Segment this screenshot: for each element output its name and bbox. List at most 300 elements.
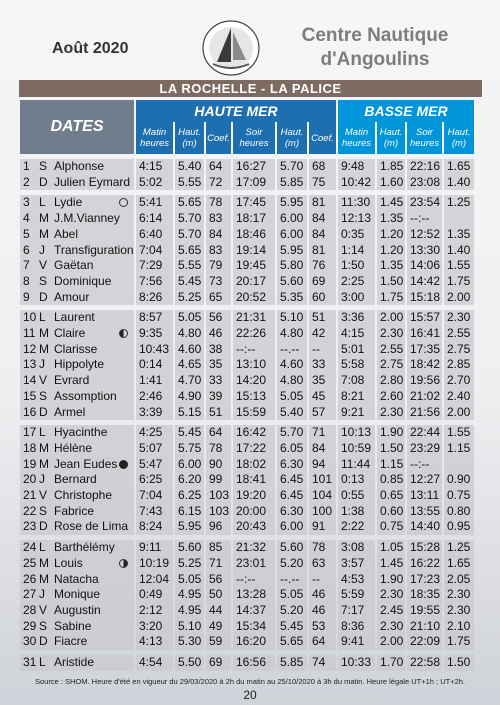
high-morning-coef: 84 (206, 227, 231, 243)
day-number: 2 (23, 174, 30, 189)
table-row (20, 655, 474, 671)
page-number: 20 (243, 688, 257, 702)
low-evening-time: 14:06 (407, 258, 442, 274)
table-row (20, 357, 474, 373)
low-evening-height: 2.40 (444, 389, 474, 405)
high-evening-time: 17:22 (233, 441, 275, 457)
high-evening-coef: 68 (309, 159, 336, 175)
low-evening-height: 1.50 (444, 655, 474, 671)
low-morning-height: 0.85 (377, 472, 405, 488)
high-morning-height: 5.60 (175, 540, 204, 556)
high-evening-coef: 60 (309, 290, 336, 306)
low-morning-time: 11:30 (338, 195, 375, 211)
high-evening-coef: 94 (309, 457, 336, 473)
table-row (20, 540, 474, 556)
saint-name: Christophe (54, 488, 113, 503)
high-morning-time: 0:14 (136, 357, 173, 373)
table-row (20, 619, 474, 635)
source-footnote: Source : SHOM. Heure d'été en vigueur du 29/03/2020 à 2h du matin au 25/10/2020 à 3h du matin. Heure légale UT+1h ; UT+2h. (34, 677, 466, 686)
high-morning-coef: 35 (206, 357, 231, 373)
high-evening-time: 22:26 (233, 326, 275, 342)
high-morning-time: 2:46 (136, 389, 173, 405)
low-morning-time: 5:01 (338, 342, 375, 358)
date-cell (20, 159, 134, 175)
high-morning-height: 4.60 (175, 342, 204, 358)
table-row (20, 389, 474, 405)
high-morning-height: 6.15 (175, 504, 204, 520)
high-evening-coef: -- (309, 572, 336, 588)
high-evening-height: 5.45 (277, 619, 307, 635)
high-evening-coef: 45 (309, 389, 336, 405)
high-morning-coef: 79 (206, 258, 231, 274)
high-morning-time: 5:41 (136, 195, 173, 211)
high-morning-coef: 50 (206, 587, 231, 603)
high-evening-coef: 104 (309, 488, 336, 504)
low-morning-height: 1.85 (377, 159, 405, 175)
high-evening-height: 5.60 (277, 274, 307, 290)
high-morning-height: 5.45 (175, 425, 204, 441)
high-evening-coef: 78 (309, 540, 336, 556)
high-evening-coef: 81 (309, 195, 336, 211)
high-evening-height: 5.60 (277, 540, 307, 556)
date-cell (20, 504, 134, 520)
high-evening-time: 13:28 (233, 587, 275, 603)
saint-name: Aristide (54, 655, 95, 670)
weekday: S (39, 159, 48, 173)
low-evening-time: 12:27 (407, 472, 442, 488)
low-morning-height: 1.35 (377, 211, 405, 227)
high-morning-time: 6:40 (136, 227, 173, 243)
high-morning-time: 6:25 (136, 472, 173, 488)
high-evening-height: 6.00 (277, 519, 307, 535)
high-morning-height: 6.25 (175, 488, 204, 504)
low-evening-height: 0.90 (444, 472, 474, 488)
saint-name: Hippolyte (54, 357, 105, 372)
low-morning-height: 0.75 (377, 519, 405, 535)
day-number: 16 (23, 404, 37, 419)
saint-name: Julien Eymard (54, 174, 131, 189)
high-morning-coef: 33 (206, 373, 231, 389)
high-morning-time: 7:43 (136, 504, 173, 520)
high-evening-height: 5.20 (277, 556, 307, 572)
date-cell (20, 457, 134, 473)
low-evening-height: 0.95 (444, 519, 474, 535)
low-morning-height: 1.45 (377, 556, 405, 572)
club-name-line2: d'Angoulins (320, 49, 430, 70)
table-row (20, 488, 474, 504)
low-morning-height: 0.60 (377, 504, 405, 520)
table-row (20, 243, 474, 259)
high-morning-time: 2:12 (136, 603, 173, 619)
high-morning-coef-header: Coef. (206, 122, 231, 154)
saint-name: Clarisse (54, 341, 98, 356)
day-number: 1 (23, 159, 30, 173)
weekday: D (39, 174, 48, 189)
weekday: M (39, 456, 49, 471)
low-evening-height: 2.55 (444, 326, 474, 342)
day-number: 11 (23, 326, 36, 341)
table-row (20, 342, 474, 358)
saint-name: Assomption (54, 388, 117, 403)
high-evening-height: 5.70 (277, 159, 307, 175)
weekday: M (39, 341, 49, 356)
weekday: S (39, 273, 48, 288)
date-cell (20, 556, 134, 572)
low-morning-height: 1.60 (377, 175, 405, 191)
high-morning-height: 4.95 (175, 603, 204, 619)
low-evening-height-header: Haut. (m) (444, 122, 474, 154)
high-morning-height: 5.10 (175, 619, 204, 635)
saint-name: Hyacinthe (54, 425, 108, 440)
high-morning-time: 8:26 (136, 290, 173, 306)
low-morning-height-header: Haut. (m) (377, 122, 405, 154)
low-evening-height: 2.00 (444, 405, 474, 421)
date-cell (20, 357, 134, 373)
high-evening-time: 15:13 (233, 389, 275, 405)
high-evening-coef: 91 (309, 519, 336, 535)
low-morning-time: 3:57 (338, 556, 375, 572)
club-name (300, 24, 450, 72)
saint-name: Fiacre (54, 634, 88, 649)
day-number: 14 (23, 373, 37, 388)
high-evening-coef: 57 (309, 405, 336, 421)
saint-name: Dominique (54, 273, 112, 288)
saint-name: Monique (54, 587, 101, 602)
high-evening-coef: 51 (309, 310, 336, 326)
saint-name: Louis (54, 555, 83, 570)
low-evening-height: 1.35 (444, 227, 474, 243)
low-morning-height: 1.20 (377, 227, 405, 243)
low-evening-height: 2.30 (444, 587, 474, 603)
low-morning-time: 0:35 (338, 227, 375, 243)
weekday: M (39, 326, 49, 341)
day-number: 20 (23, 472, 37, 487)
table-row (20, 211, 474, 227)
low-morning-time: 11:44 (338, 457, 375, 473)
high-evening-coef: 84 (309, 211, 336, 227)
high-morning-height-header: Haut. (m) (175, 122, 204, 154)
high-morning-time: 4:25 (136, 425, 173, 441)
high-evening-height: 5.85 (277, 175, 307, 191)
high-evening-coef: 101 (309, 472, 336, 488)
table-row (20, 472, 474, 488)
high-evening-time: 20:17 (233, 274, 275, 290)
high-evening-coef: 81 (309, 243, 336, 259)
high-morning-time: 7:04 (136, 488, 173, 504)
low-morning-height: 1.50 (377, 441, 405, 457)
high-evening-height: 5.20 (277, 603, 307, 619)
low-evening-height: 1.55 (444, 258, 474, 274)
high-morning-coef: 73 (206, 274, 231, 290)
high-evening-coef: 42 (309, 326, 336, 342)
high-morning-time: 8:24 (136, 519, 173, 535)
table-row (20, 405, 474, 421)
weekday: D (39, 519, 48, 534)
table-row (20, 556, 474, 572)
date-cell (20, 342, 134, 358)
weekday: J (39, 357, 45, 372)
day-number: 30 (23, 634, 37, 649)
low-morning-time: 10:42 (338, 175, 375, 191)
first-quarter-moon-icon (119, 559, 128, 568)
low-morning-height: 1.75 (377, 290, 405, 306)
high-morning-height: 4.95 (175, 587, 204, 603)
low-evening-time: --:-- (407, 457, 442, 473)
day-number: 23 (23, 519, 37, 534)
full-moon-icon (119, 198, 128, 207)
high-evening-time: 21:31 (233, 310, 275, 326)
high-evening-coef: 64 (309, 634, 336, 650)
high-morning-height: 5.40 (175, 159, 204, 175)
high-evening-height: 5.70 (277, 425, 307, 441)
high-morning-height: 5.95 (175, 519, 204, 535)
low-morning-height: 2.00 (377, 634, 405, 650)
low-morning-time: 5:59 (338, 587, 375, 603)
high-evening-height: 5.95 (277, 243, 307, 259)
high-evening-height: 6.30 (277, 504, 307, 520)
high-morning-coef: 78 (206, 195, 231, 211)
high-morning-time: 0:49 (136, 587, 173, 603)
date-cell (20, 258, 134, 274)
high-evening-coef-header: Coef. (309, 122, 336, 154)
dates-header: DATES (20, 100, 134, 154)
weekday: M (39, 571, 49, 586)
tide-table (18, 100, 476, 671)
table-row (20, 373, 474, 389)
low-morning-time: 9:21 (338, 405, 375, 421)
high-evening-height: 6.30 (277, 457, 307, 473)
low-evening-time: 15:28 (407, 540, 442, 556)
high-morning-height: 5.70 (175, 211, 204, 227)
day-number: 17 (23, 425, 37, 440)
table-row (20, 634, 474, 650)
weekday: D (39, 404, 48, 419)
low-morning-height: 1.50 (377, 274, 405, 290)
date-cell (20, 243, 134, 259)
high-evening-height: 6.00 (277, 211, 307, 227)
low-evening-time: 22:16 (407, 159, 442, 175)
high-evening-coef: 76 (309, 258, 336, 274)
date-cell (20, 290, 134, 306)
high-evening-coef: 33 (309, 357, 336, 373)
table-row (20, 175, 474, 191)
high-evening-time: --:-- (233, 572, 275, 588)
day-number: 3 (23, 195, 30, 210)
low-evening-time: 17:23 (407, 572, 442, 588)
low-evening-height: 2.05 (444, 572, 474, 588)
high-morning-height: 4.90 (175, 389, 204, 405)
high-morning-coef: 64 (206, 425, 231, 441)
high-evening-height: 5.35 (277, 290, 307, 306)
high-morning-height: 5.65 (175, 243, 204, 259)
high-evening-time: 18:02 (233, 457, 275, 473)
weekday: M (39, 226, 49, 241)
high-morning-time: 7:29 (136, 258, 173, 274)
low-evening-height: 2.10 (444, 619, 474, 635)
high-morning-height: 5.45 (175, 274, 204, 290)
high-evening-coef: 35 (309, 373, 336, 389)
high-evening-time: 18:41 (233, 472, 275, 488)
low-morning-time: 9:41 (338, 634, 375, 650)
low-morning-height: 2.80 (377, 373, 405, 389)
high-morning-time: 5:07 (136, 441, 173, 457)
day-number: 21 (23, 488, 37, 503)
saint-name: Natacha (54, 571, 99, 586)
day-number: 26 (23, 571, 37, 586)
high-evening-coef: 46 (309, 587, 336, 603)
high-morning-coef: 46 (206, 326, 231, 342)
high-evening-height: 4.80 (277, 373, 307, 389)
low-morning-height: 2.55 (377, 342, 405, 358)
date-cell (20, 472, 134, 488)
high-morning-coef: 38 (206, 342, 231, 358)
low-morning-time: 8:21 (338, 389, 375, 405)
high-morning-time: 10:19 (136, 556, 173, 572)
weekday: M (39, 440, 49, 455)
high-morning-time: 7:04 (136, 243, 173, 259)
high-evening-coef: 100 (309, 504, 336, 520)
low-morning-height: 1.45 (377, 195, 405, 211)
low-evening-time: 14:42 (407, 274, 442, 290)
low-evening-height: 2.30 (444, 310, 474, 326)
high-evening-height: 6.05 (277, 441, 307, 457)
low-evening-time: 17:35 (407, 342, 442, 358)
date-cell (20, 389, 134, 405)
club-logo (200, 18, 262, 78)
table-row (20, 258, 474, 274)
month-title: Août 2020 (52, 40, 129, 57)
day-number: 7 (23, 258, 30, 273)
high-evening-coef: 84 (309, 227, 336, 243)
high-evening-height: 6.45 (277, 488, 307, 504)
date-cell (20, 540, 134, 556)
high-morning-time: 9:11 (136, 540, 173, 556)
high-evening-time: 14:37 (233, 603, 275, 619)
high-morning-coef: 56 (206, 310, 231, 326)
weekday: S (39, 503, 48, 518)
high-morning-coef: 69 (206, 655, 231, 671)
saint-name: Amour (54, 289, 90, 304)
high-morning-time: 4:13 (136, 634, 173, 650)
high-morning-coef: 103 (206, 488, 231, 504)
low-morning-time: 4:53 (338, 572, 375, 588)
date-cell (20, 619, 134, 635)
weekday: L (39, 425, 46, 440)
high-morning-height: 5.05 (175, 572, 204, 588)
date-cell (20, 634, 134, 650)
table-row (20, 425, 474, 441)
low-evening-height: 0.80 (444, 504, 474, 520)
low-evening-time: 18:42 (407, 357, 442, 373)
low-evening-height: 1.65 (444, 159, 474, 175)
low-morning-time: 12:13 (338, 211, 375, 227)
weekday: M (39, 211, 49, 226)
high-morning-time: 1:41 (136, 373, 173, 389)
weekday: S (39, 388, 48, 403)
high-morning-coef: 103 (206, 504, 231, 520)
high-evening-height: 5.40 (277, 405, 307, 421)
low-evening-height: 1.25 (444, 540, 474, 556)
low-morning-height: 2.60 (377, 389, 405, 405)
day-number: 25 (23, 555, 37, 570)
weekday: L (39, 655, 46, 670)
low-morning-height: 2.30 (377, 587, 405, 603)
table-row (20, 310, 474, 326)
high-evening-height: 5.85 (277, 655, 307, 671)
high-evening-time: 15:34 (233, 619, 275, 635)
low-evening-time: 22:09 (407, 634, 442, 650)
low-evening-height: 2.30 (444, 603, 474, 619)
low-evening-time: 23:29 (407, 441, 442, 457)
low-evening-height: 2.70 (444, 373, 474, 389)
low-morning-height: 2.75 (377, 357, 405, 373)
low-evening-time: --:-- (407, 211, 442, 227)
high-morning-time: 5:02 (136, 175, 173, 191)
high-morning-coef: 39 (206, 389, 231, 405)
high-evening-height: 5.10 (277, 310, 307, 326)
low-morning-time: 9:48 (338, 159, 375, 175)
table-row (20, 159, 474, 175)
low-morning-time: 3:00 (338, 290, 375, 306)
high-evening-coef: 63 (309, 556, 336, 572)
high-morning-height: 5.70 (175, 227, 204, 243)
low-evening-time: 23:08 (407, 175, 442, 191)
weekday: L (39, 310, 46, 325)
low-evening-height: 2.75 (444, 342, 474, 358)
low-evening-height: 1.75 (444, 274, 474, 290)
saint-name: Claire (54, 326, 86, 341)
low-morning-time: 1:38 (338, 504, 375, 520)
high-morning-height: 5.50 (175, 655, 204, 671)
new-moon-icon (119, 460, 128, 469)
saint-name: Jean Eudes (54, 456, 118, 471)
high-evening-time: 16:20 (233, 634, 275, 650)
date-cell (20, 227, 134, 243)
location-banner: LA ROCHELLE - LA PALICE (19, 80, 482, 97)
low-morning-time: 7:17 (338, 603, 375, 619)
low-evening-time: 22:44 (407, 425, 442, 441)
high-evening-time: 14:20 (233, 373, 275, 389)
high-morning-coef: 49 (206, 619, 231, 635)
weekday: J (39, 472, 45, 487)
high-evening-height: --.-- (277, 572, 307, 588)
high-evening-height: 5.80 (277, 258, 307, 274)
high-evening-time: 17:09 (233, 175, 275, 191)
low-evening-time: 15:18 (407, 290, 442, 306)
high-morning-coef: 71 (206, 556, 231, 572)
low-evening-time: 16:22 (407, 556, 442, 572)
low-evening-height: 1.75 (444, 634, 474, 650)
high-morning-time: 5:47 (136, 457, 173, 473)
high-evening-coef: 71 (309, 425, 336, 441)
low-morning-height: 1.15 (377, 457, 405, 473)
date-cell (20, 373, 134, 389)
saint-name: Evrard (54, 373, 90, 388)
table-row (20, 195, 474, 211)
date-cell (20, 488, 134, 504)
high-evening-time: 18:46 (233, 227, 275, 243)
high-evening-time: 20:43 (233, 519, 275, 535)
low-morning-height: 1.20 (377, 243, 405, 259)
day-number: 6 (23, 242, 30, 257)
high-morning-coef: 83 (206, 243, 231, 259)
date-cell (20, 603, 134, 619)
low-evening-time: 13:55 (407, 504, 442, 520)
date-cell (20, 310, 134, 326)
high-morning-height: 5.15 (175, 405, 204, 421)
high-evening-height: 6.00 (277, 227, 307, 243)
date-cell (20, 195, 134, 211)
